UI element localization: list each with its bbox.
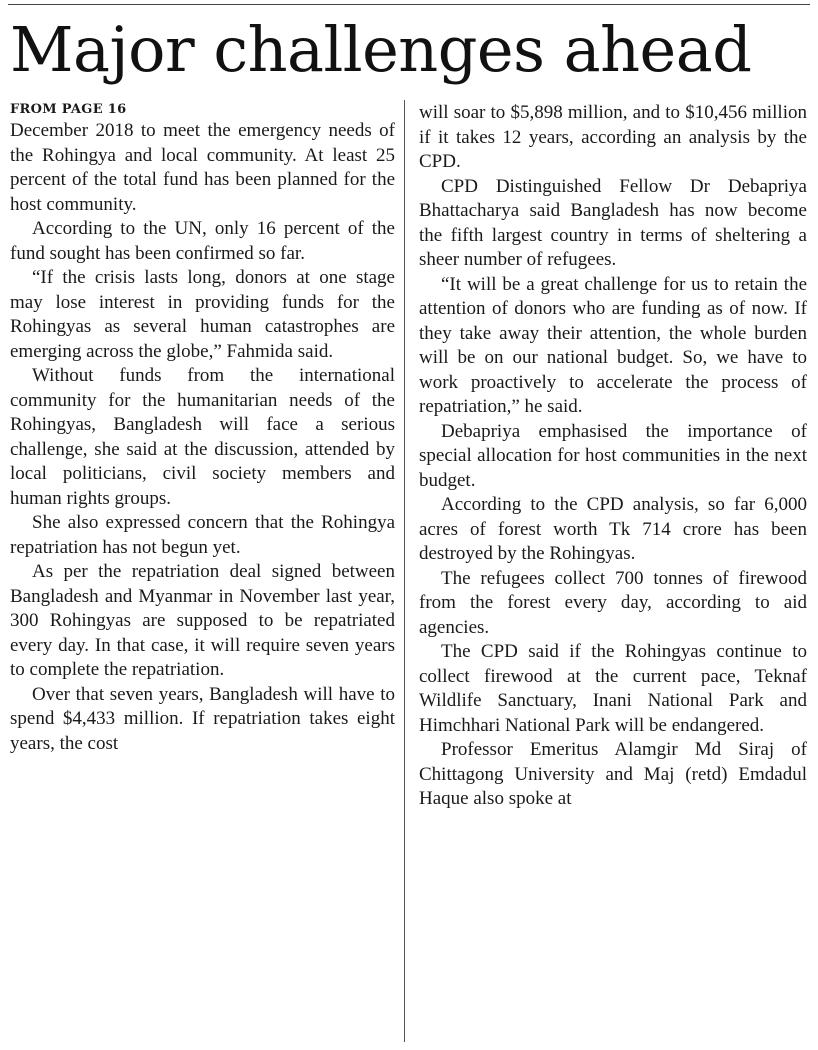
paragraph: According to the UN, only 16 percent of the fund sought has been confirmed so far.	[10, 218, 395, 264]
paragraph: She also expressed concern that the Rohingya repatriation has not begun yet.	[10, 512, 395, 558]
paragraph: “If the crisis lasts long, donors at one stage may lose interest in providing funds for the Rohingyas as several human catastrophes are emerging across the globe,” Fahmida said.	[10, 267, 395, 362]
paragraph: Without funds from the international community for the humanitarian needs of the Rohingyas, Bangladesh will face a serious challenge, she said at the discussion, attended by local politicians, civil society members and human rights groups.	[10, 365, 395, 509]
paragraph: As per the repatriation deal signed between Bangladesh and Myanmar in November last year, 300 Rohingyas are supposed to be repatriated every day. In that case, it will require seven years to complete the repatriation.	[10, 561, 395, 680]
headline: Major challenges ahead	[10, 13, 752, 86]
paragraph: will soar to $5,898 million, and to $10,456 million if it takes 12 years, according an analysis by the CPD.	[419, 102, 807, 172]
article-column-right	[419, 101, 807, 1041]
article-column-left	[10, 101, 395, 1041]
paragraph: “It will be a great challenge for us to retain the attention of donors who are funding as of now. If they take away their attention, the whole burden will be on our national budget. So, we have to work proactively to accelerate the process of repatriation,” he said.	[419, 273, 807, 417]
column-divider	[404, 100, 405, 1042]
paragraph: December 2018 to meet the emergency needs of the Rohingya and local community. At least 25 percent of the total fund has been planned for the host community.	[10, 120, 395, 215]
paragraph: Over that seven years, Bangladesh will have to spend $4,433 million. If repatriation takes eight years, the cost	[10, 683, 395, 754]
paragraph: CPD Distinguished Fellow Dr Debapriya Bhattacharya said Bangladesh has now become the fifth largest country in terms of sheltering a sheer number of refugees.	[419, 175, 807, 270]
paragraph: Professor Emeritus Alamgir Md Siraj of Chittagong University and Maj (retd) Emdadul Haque also spoke at	[419, 739, 807, 809]
paragraph: The CPD said if the Rohingyas continue to collect firewood at the current pace, Teknaf Wildlife Sanctuary, Inani National Park and Himchhari National Park will be endangered.	[419, 641, 807, 736]
paragraph: According to the CPD analysis, so far 6,000 acres of forest worth Tk 714 crore has been destroyed by the Rohingyas.	[419, 494, 807, 564]
top-rule	[8, 4, 810, 5]
paragraph: The refugees collect 700 tonnes of firewood from the forest every day, according to aid agencies.	[419, 567, 807, 638]
jump-line: FROM PAGE 16	[10, 102, 127, 117]
paragraph: Debapriya emphasised the importance of special allocation for host communities in the next budget.	[419, 420, 807, 491]
